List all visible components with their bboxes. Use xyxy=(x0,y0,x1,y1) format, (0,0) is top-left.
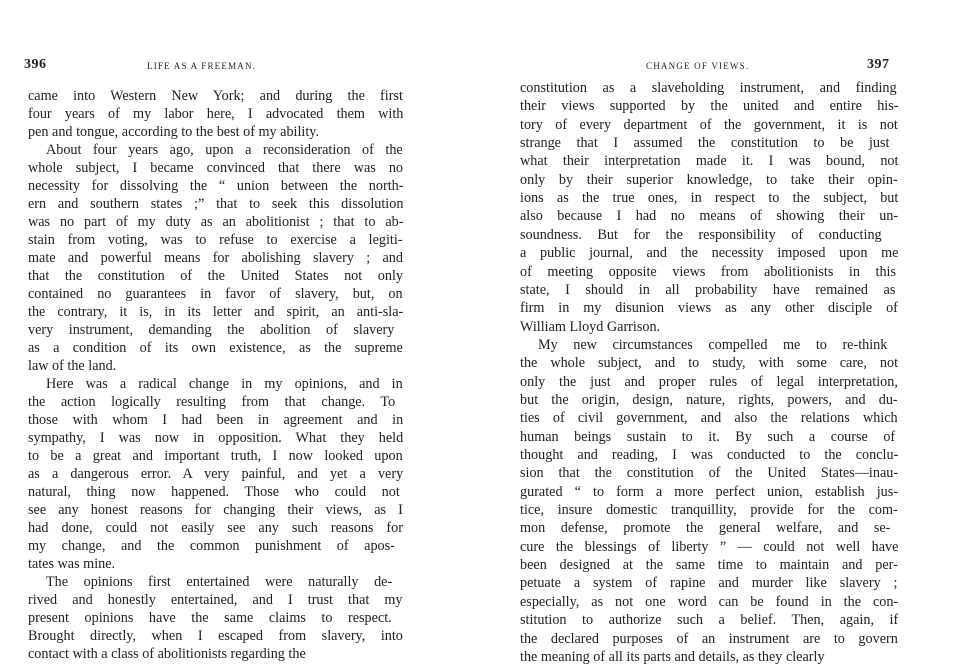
text-line: The opinions first entertained were naturally de- xyxy=(46,574,393,590)
right-page xyxy=(490,0,980,668)
text-line: natural, thing now happened. Those who could not xyxy=(28,484,400,500)
text-line: four years of my labor here, I advocated them with xyxy=(28,106,404,122)
text-line: ties of civil government, and also the relations which xyxy=(520,410,898,427)
text-line: sympathy, I was now in opposition. What they held xyxy=(28,430,404,446)
text-line: as a dangerous error. A very painful, and yet a very xyxy=(28,466,404,482)
page-number: 397 xyxy=(867,57,890,72)
text-line: human beings sustain to it. By such a course of xyxy=(520,428,896,445)
text-line: soundness. But for the responsibility of conducting xyxy=(520,226,882,243)
page-header xyxy=(0,57,490,73)
text-line: came into Western New York; and during the first xyxy=(28,88,403,104)
running-title: LIFE AS A FREEMAN. xyxy=(147,61,257,71)
text-line: the whole subject, and to study, with some care, not xyxy=(520,355,899,372)
text-line: those with whom I had been in agreement and in xyxy=(28,412,404,428)
text-line: Here was a radical change in my opinions, and in xyxy=(46,376,403,392)
text-line: contact with a class of abolitionists regarding the xyxy=(28,646,306,662)
text-line: constitution as a slaveholding instrument, and finding xyxy=(520,80,897,96)
text-line: necessity for dissolving the “ union between the north- xyxy=(28,178,404,194)
text-line: mate and powerful means for abolishing slavery ; and xyxy=(28,250,403,266)
text-line: only the just and proper rules of legal interpretation, xyxy=(520,373,898,390)
text-line: tates was mine. xyxy=(28,556,116,572)
text-line: very instrument, demanding the abolition of slavery xyxy=(28,322,395,338)
text-line: been designed at the same time to maintain and per- xyxy=(520,557,898,574)
text-line: stain from voting, was to refuse to exercise a legiti- xyxy=(28,232,403,248)
text-line: present opinions have the same claims to respect. xyxy=(28,610,392,626)
text-line: Brought directly, when I escaped from slavery, into xyxy=(28,628,403,644)
text-line: pen and tongue, according to the best of my ability. xyxy=(28,124,320,140)
text-line: had done, could not easily see any such reasons for xyxy=(28,520,403,536)
text-line: mon defense, promote the general welfare, and se- xyxy=(520,520,891,537)
text-line: of meeting opposite views from abolitionists in this xyxy=(520,263,897,280)
text-line: state, I should in all probability have remained as xyxy=(520,281,896,298)
text-line: their views supported by the united and entire his- xyxy=(520,98,899,115)
text-line: gurated “ to form a more perfect union, establish jus- xyxy=(520,483,898,500)
text-line: strange that I assumed the constitution to be just xyxy=(520,135,890,152)
text-line: rived and honestly entertained, and I trust that my xyxy=(28,592,403,608)
text-line: but the origin, design, nature, rights, powers, and du- xyxy=(520,391,898,408)
text-line: petuate a system of rapine and murder like slavery ; xyxy=(520,575,898,592)
text-line: thought and reading, I was conducted to the conclu- xyxy=(520,447,899,463)
text-line: only by their superior knowledge, to take their opin- xyxy=(520,171,898,188)
text-line: that the constitution of the United States not only xyxy=(28,268,403,284)
text-line: My new circumstances compelled me to re-think xyxy=(538,336,888,353)
text-line: the meaning of all its parts and details, as they clearly xyxy=(520,648,825,665)
running-title: CHANGE OF VIEWS. xyxy=(646,61,750,71)
text-line: my change, and the common punishment of apos- xyxy=(28,538,395,554)
page-number: 396 xyxy=(24,57,47,72)
text-line: also because I had no means of showing their un- xyxy=(520,208,899,225)
text-line: ions as the true ones, in respect to the subject, but xyxy=(520,190,899,207)
text-line: tice, insure domestic tranquillity, provide for the com- xyxy=(520,502,898,519)
text-line: contained no guarantees in favor of slavery, but, on xyxy=(28,286,403,302)
text-line: the declared purposes of an instrument are to govern xyxy=(520,630,898,647)
text-line: ern and southern states ;” that to seek this dissolution xyxy=(28,196,404,212)
text-line: the action logically resulting from that change. To xyxy=(28,394,396,410)
text-line: tory of every department of the government, it is not xyxy=(520,116,898,133)
text-line: especially, as not one word can be found in the con- xyxy=(520,593,899,610)
page-header xyxy=(490,57,980,73)
text-line: the contrary, it is, in its letter and spirit, an anti-sla- xyxy=(28,304,404,320)
text-line: firm in my disunion views as any other disciple of xyxy=(520,300,898,317)
text-line: a public journal, and the necessity imposed upon me xyxy=(520,245,899,262)
text-line: to be a great and important truth, I now looked upon xyxy=(28,448,403,464)
text-line: was no part of my duty as an abolitionist ; that to ab- xyxy=(28,214,404,230)
text-line: law of the land. xyxy=(28,358,117,374)
text-line: as a condition of its own existence, as the supreme xyxy=(28,340,403,356)
text-line: see any honest reasons for changing their views, as I xyxy=(28,502,403,518)
text-line: William Lloyd Garrison. xyxy=(520,318,661,335)
text-line: cure the blessings of liberty ” — could not well have xyxy=(520,538,899,555)
text-line: sion that the constitution of the United States—inau- xyxy=(520,465,899,482)
text-line: what their interpretation made it. I was bound, not xyxy=(520,153,899,170)
text-line: whole subject, I became convinced that there was no xyxy=(28,160,404,176)
text-line: About four years ago, upon a reconsideration of the xyxy=(46,142,403,158)
text-line: stitution to authorize such a belief. Then, again, if xyxy=(520,612,899,629)
